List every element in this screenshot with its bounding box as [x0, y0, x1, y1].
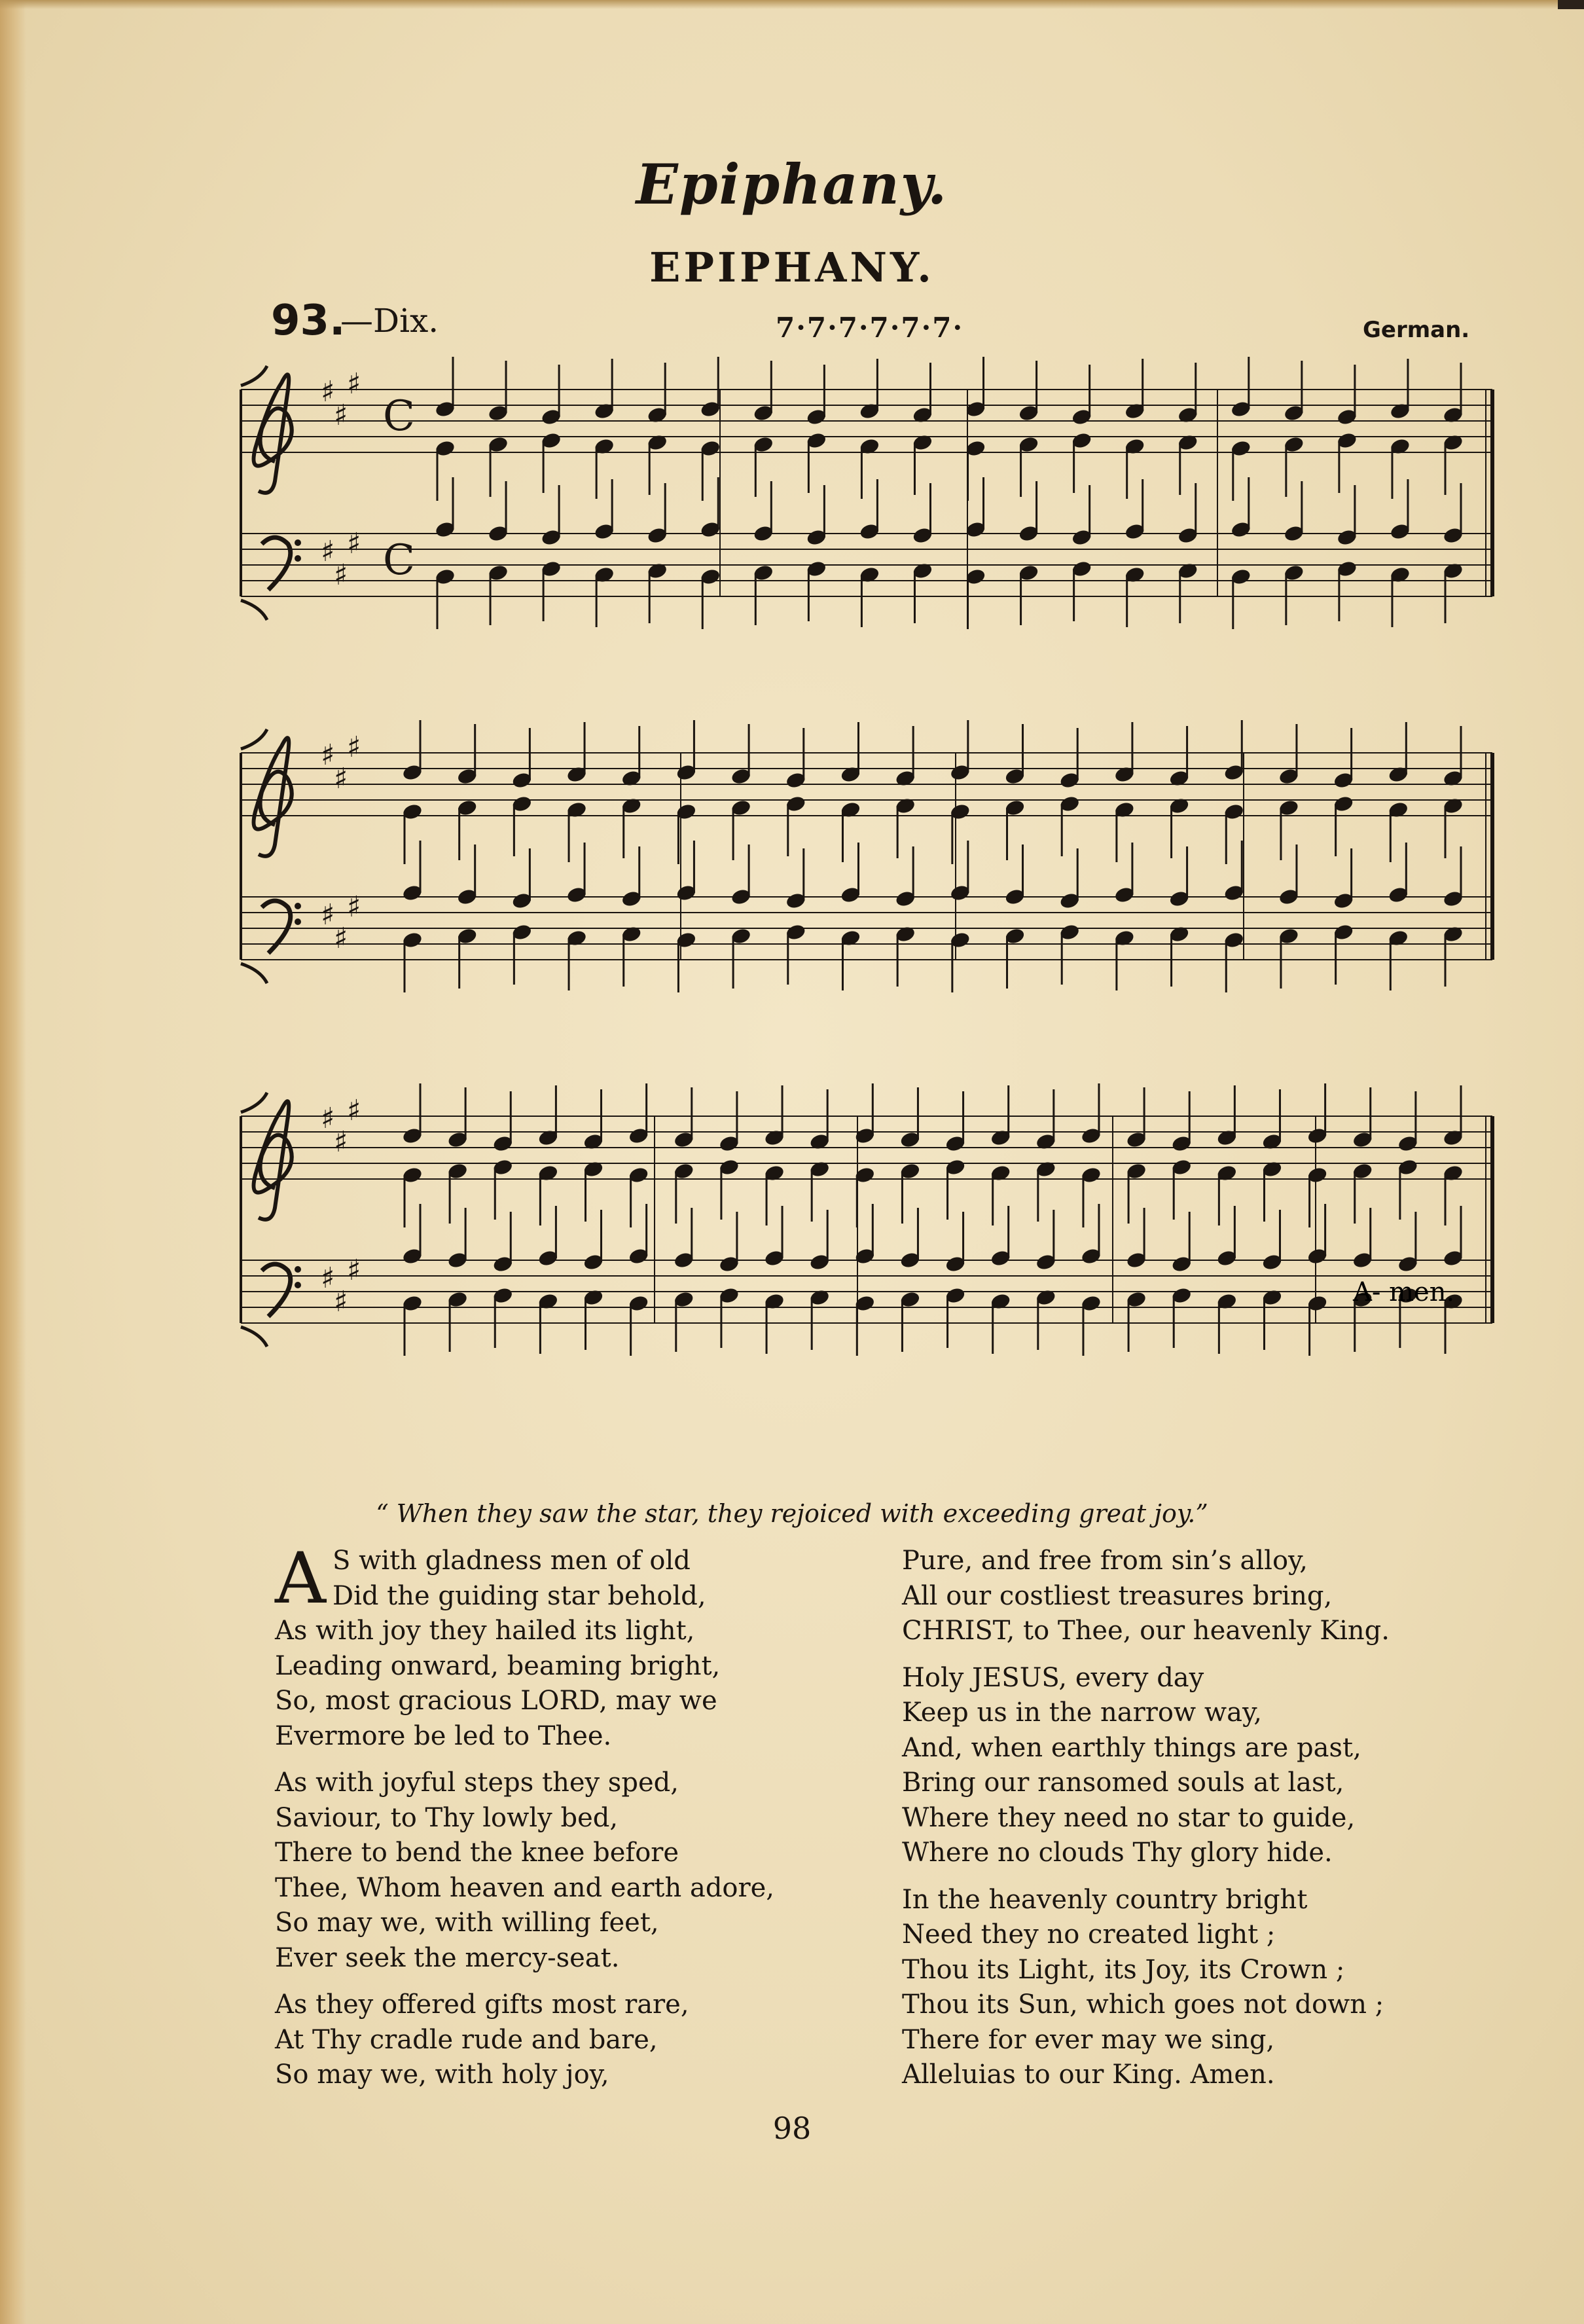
verse-line: As they offered gifts most rare, — [275, 1989, 689, 2020]
verses-left-column — [275, 1538, 775, 2105]
svg-text:♯: ♯ — [334, 762, 348, 795]
verse-line: Where no clouds Thy glory hide. — [902, 1838, 1333, 1868]
verse-line: Leading onward, beaming bright, — [275, 1650, 721, 1681]
verse-line: Where they need no star to guide, — [902, 1802, 1356, 1833]
svg-text:C: C — [383, 536, 415, 585]
svg-text:♯: ♯ — [347, 367, 361, 401]
hymn-number: 93. — [271, 297, 346, 345]
verses-right-column — [902, 1544, 1390, 2105]
svg-text:♯: ♯ — [321, 1262, 335, 1295]
verse-line: Evermore be led to Thee. — [275, 1720, 612, 1751]
verse-line: Alleluias to our King. Amen. — [902, 2060, 1275, 2090]
page-edge-top — [0, 0, 1584, 9]
verse-line: Did the guiding star behold, — [333, 1580, 706, 1611]
stanza — [275, 1766, 774, 1976]
drop-cap: A — [275, 1538, 326, 1620]
svg-text:♯: ♯ — [334, 922, 348, 955]
stanza — [275, 1538, 774, 1754]
verse-line: Thou its Light, its Joy, its Crown ; — [902, 1954, 1345, 1985]
stanza — [275, 1988, 774, 2093]
verse-line: And, when earthly things are past, — [902, 1732, 1361, 1763]
verse-line: Holy JESUS, every day — [902, 1662, 1204, 1693]
music-score — [236, 350, 1512, 1496]
verse-line: CHRIST, to Thee, our heavenly King. — [902, 1616, 1390, 1646]
page-edge-left — [0, 0, 26, 2324]
svg-text:♯: ♯ — [321, 1102, 335, 1135]
verse-line: At Thy cradle rude and bare, — [275, 2024, 658, 2055]
verse-line: Need they no created light ; — [902, 1919, 1276, 1950]
verse-line: So may we, with willing feet, — [275, 1908, 659, 1938]
verse-line: As with joyful steps they sped, — [275, 1768, 679, 1798]
tune-name: —Dix. — [340, 302, 439, 340]
verse-line: Pure, and free from sin’s alloy, — [902, 1546, 1308, 1576]
amen-lyric: A- men. — [1353, 1277, 1455, 1307]
svg-text:♯: ♯ — [321, 738, 335, 772]
svg-text:C: C — [383, 392, 415, 441]
svg-text:♯: ♯ — [334, 1285, 348, 1318]
verse-line: Ever seek the mercy-seat. — [275, 1942, 620, 1973]
verse-line: All our costliest treasures bring, — [902, 1580, 1333, 1611]
page-number: 98 — [772, 2111, 812, 2146]
svg-text:♯: ♯ — [347, 527, 361, 560]
svg-text:♯: ♯ — [347, 1094, 361, 1127]
verse-line: Thee, Whom heaven and earth adore, — [275, 1872, 775, 1903]
verse-line: Saviour, to Thy lowly bed, — [275, 1802, 619, 1833]
verse-line: Thou its Sun, which goes not down ; — [902, 1989, 1384, 2020]
svg-text:♯: ♯ — [334, 1125, 348, 1159]
svg-text:♯: ♯ — [321, 375, 335, 409]
gothic-title: Epiphany. — [636, 152, 948, 217]
verse-line: Keep us in the narrow way, — [902, 1698, 1262, 1728]
svg-text:♯: ♯ — [321, 898, 335, 932]
verse-line: As with joy they hailed its light, — [275, 1616, 695, 1646]
score-notation — [241, 357, 1492, 1356]
stanza — [902, 1661, 1390, 1871]
verse-line: So, most gracious LORD, may we — [275, 1686, 717, 1716]
svg-text:♯: ♯ — [334, 399, 348, 432]
svg-text:♯: ♯ — [334, 558, 348, 592]
stanza — [902, 1544, 1390, 1649]
page-corner — [1558, 0, 1584, 9]
svg-text:♯: ♯ — [347, 731, 361, 764]
svg-text:♯: ♯ — [321, 535, 335, 568]
meter: 7·7·7·7·7·7· — [776, 312, 964, 344]
section-title: EPIPHANY. — [649, 244, 935, 291]
verse-line: So may we, with holy joy, — [275, 2060, 609, 2090]
verse-line: Bring our ransomed souls at last, — [902, 1768, 1344, 1798]
verse-line-text: S with gladness men of old — [333, 1546, 691, 1576]
tune-origin: German. — [1363, 317, 1470, 343]
scripture-caption: “ When they saw the star, they rejoiced with exceeding great joy.” — [376, 1499, 1208, 1528]
svg-text:♯: ♯ — [347, 1254, 361, 1287]
verse-line: There for ever may we sing, — [902, 2024, 1275, 2055]
svg-text:♯: ♯ — [347, 890, 361, 924]
verse-line: In the heavenly country bright — [902, 1884, 1308, 1915]
stanza — [902, 1883, 1390, 2093]
verse-line: There to bend the knee before — [275, 1838, 679, 1868]
